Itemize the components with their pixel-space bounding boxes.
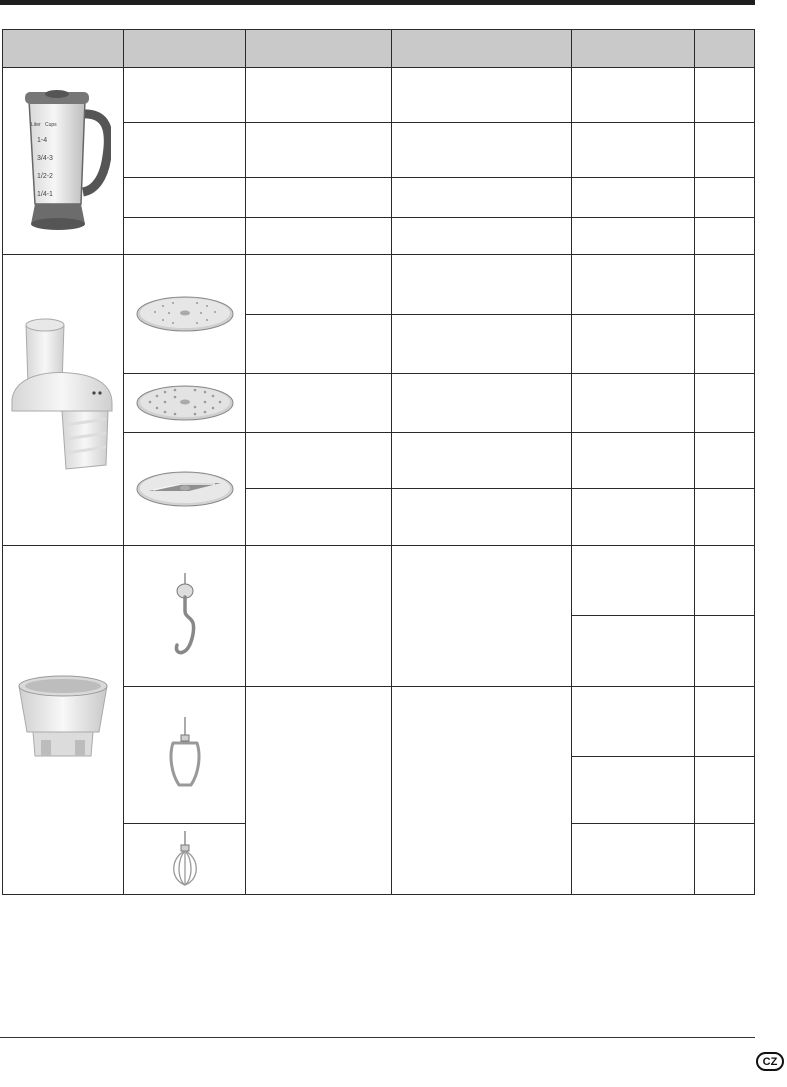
food-processor-attachment-icon [8, 315, 118, 485]
table-cell [572, 178, 695, 218]
table-cell [695, 68, 755, 123]
table-cell [392, 315, 572, 374]
table-cell [695, 757, 755, 824]
table-cell [572, 616, 695, 687]
table-cell [572, 824, 695, 895]
tool-cell [124, 687, 246, 824]
accessory-table [2, 29, 755, 895]
mixing-bowl-cell [3, 546, 124, 895]
table-cell [246, 687, 392, 895]
jug-scale-label: 1/2-2 [37, 173, 53, 180]
table-cell [392, 687, 572, 895]
header-bar [0, 0, 755, 5]
table-cell [695, 123, 755, 178]
header-cell [695, 30, 755, 68]
grating-disc-coarse-icon [135, 383, 235, 423]
header-cell [3, 30, 124, 68]
table-cell [695, 315, 755, 374]
table-cell [392, 255, 572, 315]
table-cell [392, 546, 572, 687]
header-cell [124, 30, 246, 68]
tool-cell [124, 824, 246, 895]
table-cell [124, 123, 246, 178]
table-cell [695, 687, 755, 757]
table-cell [392, 489, 572, 546]
table-cell [124, 218, 246, 255]
table-cell [572, 255, 695, 315]
table-cell [695, 616, 755, 687]
table-cell [695, 178, 755, 218]
table-cell [572, 123, 695, 178]
table-cell [572, 757, 695, 824]
header-cell [392, 30, 572, 68]
grating-disc-fine-icon [135, 294, 235, 334]
table-row [3, 255, 755, 315]
blender-cell [3, 68, 124, 255]
table-cell [124, 178, 246, 218]
table-cell [246, 433, 392, 489]
table-cell [572, 68, 695, 123]
food-processor-cell [3, 255, 124, 546]
jug-scale-label: 1/4-1 [37, 191, 53, 198]
mixing-bowl-icon [15, 672, 111, 768]
flat-beater-icon [165, 715, 205, 795]
header-cell [246, 30, 392, 68]
table-cell [246, 218, 392, 255]
table-cell [246, 255, 392, 315]
table-cell [695, 255, 755, 315]
table-cell [392, 178, 572, 218]
table-cell [392, 218, 572, 255]
table-cell [246, 315, 392, 374]
disc-cell [124, 255, 246, 374]
table-header-row [3, 30, 755, 68]
jug-scale-label: Cups [45, 122, 57, 128]
country-badge: CZ [756, 1052, 784, 1071]
table-cell [246, 374, 392, 433]
disc-cell [124, 374, 246, 433]
table-cell [572, 218, 695, 255]
table-cell [695, 433, 755, 489]
table-cell [695, 824, 755, 895]
jug-scale-label: 3/4-3 [37, 155, 53, 162]
table-cell [246, 68, 392, 123]
jug-scale-label: 1-4 [37, 137, 48, 144]
table-cell [572, 315, 695, 374]
table-cell [246, 546, 392, 687]
jug-scale-label: Liter [31, 122, 41, 128]
table-cell [392, 68, 572, 123]
table-cell [572, 546, 695, 616]
table-cell [695, 489, 755, 546]
slicing-disc-icon [135, 469, 235, 509]
table-cell [392, 433, 572, 489]
tool-cell [124, 546, 246, 687]
disc-cell [124, 433, 246, 546]
table-cell [572, 374, 695, 433]
footer-rule [0, 1037, 755, 1038]
blender-jug-icon [15, 86, 111, 236]
table-cell [392, 123, 572, 178]
table-row [3, 68, 755, 123]
table-cell [246, 489, 392, 546]
header-cell [572, 30, 695, 68]
table-cell [695, 546, 755, 616]
table-cell [124, 68, 246, 123]
table-cell [246, 123, 392, 178]
table-cell [572, 433, 695, 489]
table-cell [392, 374, 572, 433]
table-row [3, 546, 755, 616]
whisk-icon [165, 829, 205, 889]
table-cell [572, 489, 695, 546]
dough-hook-icon [165, 571, 205, 661]
table-cell [246, 178, 392, 218]
table-cell [695, 374, 755, 433]
table-cell [695, 218, 755, 255]
table-cell [572, 687, 695, 757]
